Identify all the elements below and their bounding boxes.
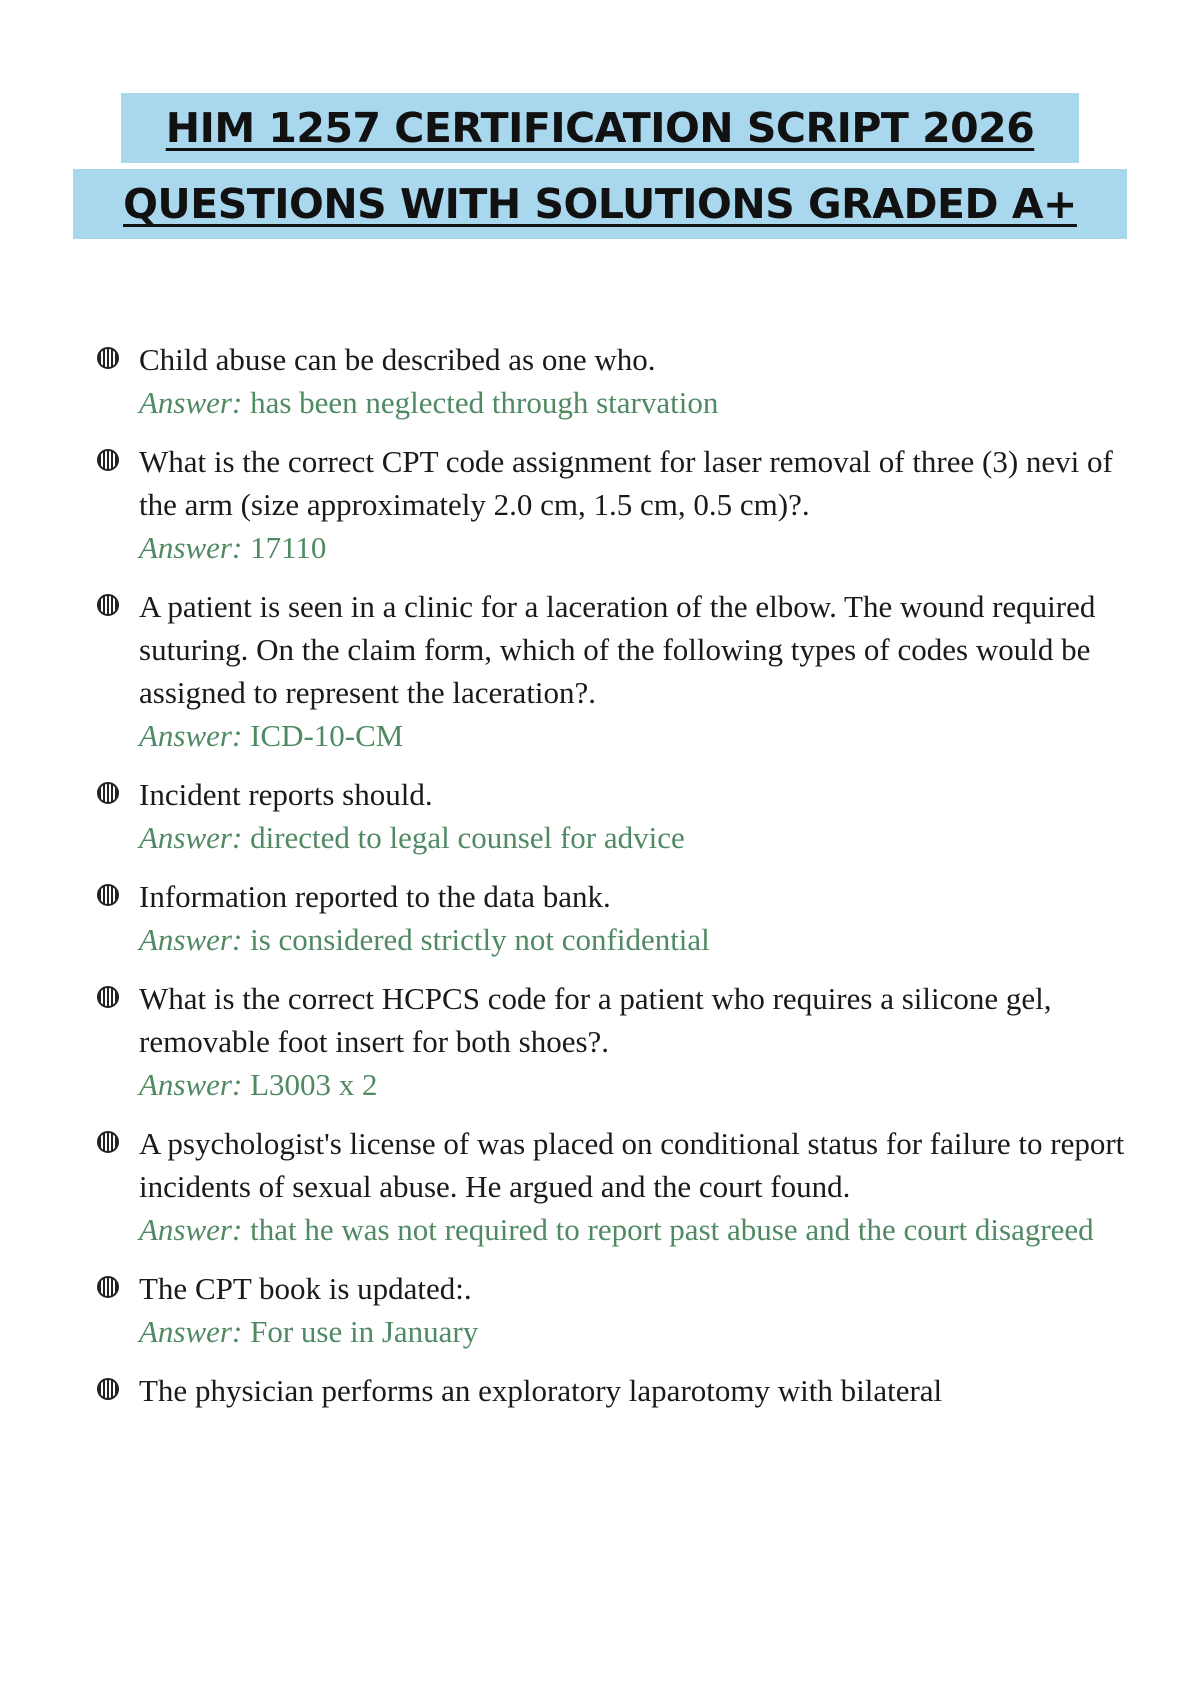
answer-line: [139, 714, 1127, 757]
bullet-icon: [97, 782, 119, 804]
answer-label: Answer:: [139, 922, 243, 957]
answer-line: [139, 381, 1127, 424]
answer-label: Answer:: [139, 718, 243, 753]
answer-text: For use in January: [250, 1314, 479, 1349]
bullet-icon: [97, 449, 119, 471]
question-text: What is the correct CPT code assignment for laser removal of three (3) nevi of the arm (size approximately 2.0 cm, 1.5 cm, 0.5 cm)?.: [139, 444, 1113, 522]
answer-text: ICD-10-CM: [250, 718, 404, 753]
document-title: [0, 93, 1200, 239]
question-item: [97, 1369, 1127, 1412]
answer-text: that he was not required to report past abuse and the court disagreed: [250, 1212, 1094, 1247]
question-item: [97, 585, 1127, 757]
bullet-icon: [97, 594, 119, 616]
answer-label: Answer:: [139, 1067, 243, 1102]
question-text: A patient is seen in a clinic for a laceration of the elbow. The wound required suturing. On the claim form, which of the following types of codes would be assigned to represent the laceration?.: [139, 589, 1096, 710]
answer-text: directed to legal counsel for advice: [250, 820, 685, 855]
question-item: [97, 773, 1127, 859]
question-item: [97, 338, 1127, 424]
question-text: The CPT book is updated:.: [139, 1271, 472, 1306]
question-text: Incident reports should.: [139, 777, 433, 812]
answer-text: 17110: [250, 530, 327, 565]
answer-label: Answer:: [139, 820, 243, 855]
question-text: Information reported to the data bank.: [139, 879, 611, 914]
answer-text: L3003 x 2: [250, 1067, 378, 1102]
answer-line: [139, 1063, 1127, 1106]
answer-line: [139, 918, 1127, 961]
answer-label: Answer:: [139, 1212, 243, 1247]
question-item: [97, 440, 1127, 569]
answer-text: is considered strictly not confidential: [250, 922, 710, 957]
question-text: A psychologist's license of was placed on conditional status for failure to report incidents of sexual abuse. He argued and the court found.: [139, 1126, 1125, 1204]
question-item: [97, 875, 1127, 961]
title-line-2: QUESTIONS WITH SOLUTIONS GRADED A+: [73, 169, 1127, 239]
bullet-icon: [97, 986, 119, 1008]
answer-label: Answer:: [139, 530, 243, 565]
bullet-icon: [97, 347, 119, 369]
question-item: [97, 1267, 1127, 1353]
answer-label: Answer:: [139, 1314, 243, 1349]
question-text: Child abuse can be described as one who.: [139, 342, 656, 377]
question-list: [97, 338, 1127, 1428]
question-text: What is the correct HCPCS code for a patient who requires a silicone gel, removable foot insert for both shoes?.: [139, 981, 1052, 1059]
bullet-icon: [97, 1276, 119, 1298]
answer-line: [139, 1310, 1127, 1353]
answer-line: [139, 1208, 1127, 1251]
answer-line: [139, 526, 1127, 569]
question-item: [97, 977, 1127, 1106]
answer-text: has been neglected through starvation: [250, 385, 719, 420]
bullet-icon: [97, 884, 119, 906]
bullet-icon: [97, 1378, 119, 1400]
answer-label: Answer:: [139, 385, 243, 420]
answer-line: [139, 816, 1127, 859]
question-text: The physician performs an exploratory laparotomy with bilateral: [139, 1373, 943, 1408]
title-line-1: HIM 1257 CERTIFICATION SCRIPT 2026: [121, 93, 1079, 163]
question-item: [97, 1122, 1127, 1251]
bullet-icon: [97, 1131, 119, 1153]
